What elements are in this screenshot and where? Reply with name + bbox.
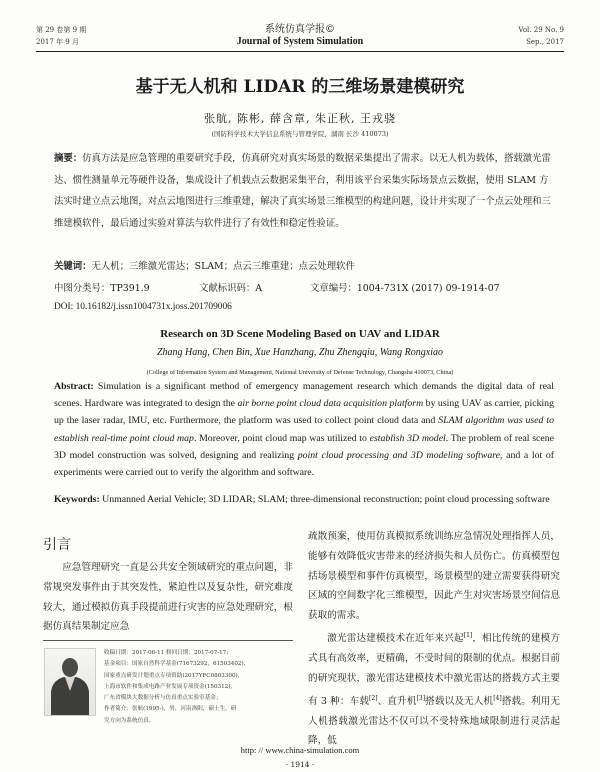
footnote-author-bio: 究方向为系统仿真。 — [104, 717, 155, 724]
footnote-funding: 广东省模块大数据分析与仿真重点实验室基金； — [104, 695, 222, 702]
affiliation-en: (College of Information System and Management, National University of Defense Technology, Changsha 410073, China) — [146, 369, 454, 376]
abstract-en-text: Simulation is a significant method of emergency management research which demands the digital data of real scenes. Hardware was integrated to design the — [54, 381, 554, 410]
document-code: 文献标识码：A — [198, 283, 263, 294]
keywords-en-label: Keywords: — [54, 494, 100, 505]
abstract-en-text: . Moreover, point cloud map was utilized to — [193, 432, 370, 444]
intro-text: 、直升机 — [377, 695, 417, 707]
date-en: Sep., 2017 — [526, 38, 564, 46]
footer-url[interactable]: http: // www.china-simulation.com — [240, 745, 360, 755]
header-right — [518, 24, 564, 48]
abstract-en-emph: SLAM algorithm was used to establish real-time point cloud map — [54, 415, 554, 444]
journal-name-en: Journal of System Simulation — [236, 36, 364, 47]
abstract-cn-text: 仿真方法是应急管理的重要研究手段，仿真研究对真实场景的数据采集提出了需求。以无人机为载体，搭载激光雷达、惯性测量单元等硬件设备，集成设计了机载点云数据采集平台，利用该平台采集实际场景点云数据，使用 SLAM 方法实时建立点云地图，对点云地图进行三维重建，解决了真实场景三维模型的构建问题，设计并实现了一个点云处理和三维建模软件，最后通过实验对算法与软件进行了有效性和稳定性验证。 — [54, 153, 551, 229]
abstract-en-emph: establish 3D model — [369, 432, 446, 444]
intro-paragraph: 应急管理研究一直是公共安全领域研究的重点问题，非常规突发事件由于其突发性，紧迫性以及复杂性，研究难度较大，通过模拟仿真手段提前进行灾害的应急处理研究，根据仿真结果制定应急 — [43, 562, 293, 633]
intro-text: 搭载以及无人机 — [425, 695, 494, 707]
author-photo-head — [62, 658, 78, 677]
classification-row — [54, 280, 500, 294]
article-number: 文章编号：1004-731X (2017) 09-1914-07 — [309, 283, 500, 294]
citation-ref[interactable]: [3] — [416, 694, 426, 702]
abstract-cn-label: 摘要： — [54, 153, 83, 164]
authors-en: Zhang Hang, Chen Bin, Xue Hanzhang, Zhu Zhengqiu, Wang Rongxiao — [156, 347, 443, 358]
abstract-en-emph: point cloud processing and 3D modeling software — [297, 449, 501, 461]
journal-header — [0, 20, 600, 47]
volume-issue-en: Vol. 29 No. 9 — [518, 26, 564, 34]
abstract-en-emph: air borne point cloud data acquisition platform — [237, 398, 424, 410]
clc-number: 中图分类号：TP391.9 — [54, 283, 150, 294]
footnote-funding: 上海市软件和集成电路产业发展专项资金(150312)， — [104, 683, 236, 690]
abstract-en-text: . The problem of real scene 3D model construction was solved, designing and realizing — [54, 432, 554, 461]
abstract-en-text: , and a lot of experiments were carried out to verify the algorithm and software. — [54, 449, 554, 479]
authors-cn: 张航, 陈彬, 薛含章, 朱正秋, 王戎骁 — [204, 112, 396, 125]
citation-ref[interactable]: [1] — [463, 631, 473, 639]
intro-right-column — [308, 527, 560, 751]
doi: DOI: 10.16182/j.issn1004731x.joss.201709006 — [54, 302, 232, 312]
footnote-divider — [43, 640, 293, 641]
footnote-author-bio: 作者简介：张航(1995-)，男，河南洛阳，硕士生，研 — [104, 706, 237, 713]
footnote-funding: 国家重点研发计划重点专项资助(2017YFC0803300)， — [104, 672, 244, 679]
footnote-dates: 收稿日期：2017-06-11 修回日期：2017-07-17； — [104, 650, 232, 656]
date-cn: 2017 年 9 月 — [36, 38, 79, 46]
footnote — [104, 648, 298, 727]
header-divider — [36, 51, 564, 52]
intro-text: ，相比传统的建模方式具有高效率，更精确，不受时间的限制的优点。根据目前的研究现状，激光雷达建模技术中激光雷达的搭载方式主要有 3 种：车载 — [308, 633, 561, 707]
intro-paragraph — [308, 626, 560, 751]
paper-title-en: Research on 3D Scene Modeling Based on UAV and LIDAR — [160, 328, 440, 340]
footnote-funding: 基金项目：国家自然科学基金(71673292，61503402)， — [104, 661, 250, 668]
intro-text: 搭载。利用无人机搭载激光雷达不仅可以不受特殊地域限制进行灵活起降，低 — [308, 695, 561, 747]
abstract-en-text: by using UAV as carrier, picking up the laser radar, IMU, etc. Furthermore, the platform was used to collect point cloud data and — [54, 398, 554, 427]
keywords-cn — [54, 258, 554, 272]
journal-name-cn: 系统仿真学报© — [265, 24, 335, 35]
abstract-cn — [54, 148, 554, 234]
page-number: · 1914 · — [285, 760, 315, 769]
volume-issue-cn: 第 29 卷第 9 期 — [36, 26, 87, 34]
keywords-cn-label: 关键词： — [54, 261, 92, 272]
author-photo — [44, 648, 96, 716]
keywords-en-text: Unmanned Aerial Vehicle; 3D LIDAR; SLAM; three-dimensional reconstruction; point cloud processing software — [102, 494, 550, 505]
intro-text: 激光雷达建模技术在近年来兴起 — [327, 633, 464, 645]
keywords-cn-text: 无人机；三维激光雷达；SLAM；点云三维重建；点云处理软件 — [91, 261, 355, 272]
affiliation-cn: (国防科学技术大学信息系统与管理学院，湖南 长沙 410073) — [211, 130, 389, 138]
abstract-en-label: Abstract: — [54, 381, 94, 392]
citation-ref[interactable]: [4] — [493, 694, 502, 702]
section-heading-intro: 引言 — [43, 537, 71, 553]
intro-paragraph: 疏散预案，使用仿真模拟系统训练应急情况处理指挥人员，能够有效降低灾害带来的经济损失和人员伤亡。仿真模型包括场景模型和事件仿真模型，场景模型的建立需要获得研究区域的空间数字化三维模型，因此产生对灾害场景空间信息获取的需求。 — [308, 531, 560, 622]
intro-left-column — [43, 558, 293, 637]
paper-title-cn: 基于无人机和 LIDAR 的三维场景建模研究 — [135, 77, 465, 97]
keywords-en — [54, 491, 554, 508]
abstract-en — [54, 378, 554, 481]
citation-ref[interactable]: [2] — [369, 694, 378, 702]
